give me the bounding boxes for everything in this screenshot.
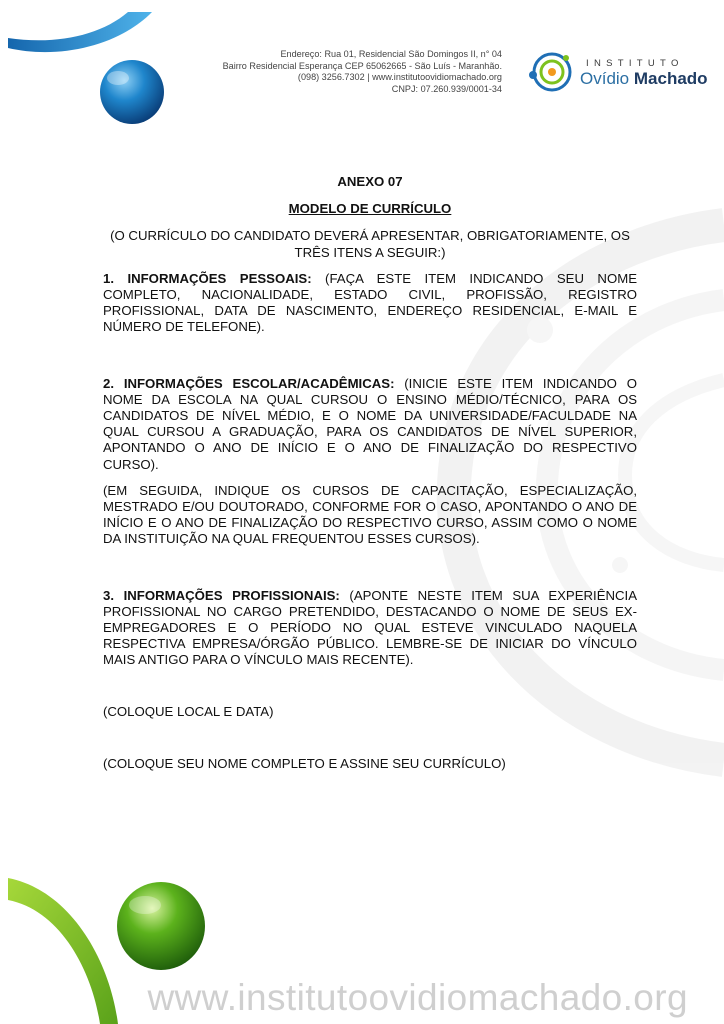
logo-name-part2: Machado [633,69,708,88]
blue-sphere [100,60,164,124]
section-education [103,376,637,473]
section-text: (APONTE NESTE ITEM SUA EXPERIÊNCIA PROFISSIONAL NO CARGO PRETENDIDO, DESTACANDO O NOME DE SEUS EX-EMPREGADORES E O PERÍODO NO QUAL ESTEVE VINCULADO NAQUELA RESPECTIVA EMPRESA/ÓRGÃO PÚBLICO. LEMBRE-SE DE INICIAR DO VÍNCULO MAIS ANTIGO PARA O VÍNCULO MAIS RECENTE). [103,587,637,668]
section-personal-info [103,271,637,336]
document-title: ANEXO 07 [337,174,403,189]
signature-line: (COLOQUE SEU NOME COMPLETO E ASSINE SEU CURRÍCULO) [103,755,506,771]
logo-mark-icon [524,48,580,96]
address-line: Bairro Residencial Esperança CEP 65062665 - São Luís - Maranhão. [222,60,502,71]
logo-name [580,69,708,89]
section-heading: 1. INFORMAÇÕES PESSOAIS: [103,270,312,286]
section-heading: 3. INFORMAÇÕES PROFISSIONAIS: [103,587,340,603]
document-body [103,174,637,772]
place-date-line: (COLOQUE LOCAL E DATA) [103,703,274,719]
footer-website: www.institutoovidiomachado.org [147,977,688,1018]
logo-top-text: INSTITUTO [586,58,684,69]
address-line: Endereço: Rua 01, Residencial São Domingos II, n° 04 [280,49,502,59]
section-text: (FAÇA ESTE ITEM INDICANDO SEU NOME COMPLETO, NACIONALIDADE, ESTADO CIVIL, PROFISSÃO, REGISTRO PROFISSIONAL, DATA DE NASCIMENTO, ENDEREÇO RESIDENCIAL, E-MAIL E NÚMERO DE TELEFONE). [103,270,637,335]
section-text: (INICIE ESTE ITEM INDICANDO O NOME DA ESCOLA NA QUAL CURSOU O ENSINO MÉDIO/TÉCNICO, PARA OS CANDIDATOS DE NÍVEL MÉDIO, E O NOME DA UNIVERSIDADE/FACULDADE NA QUAL CURSOU A GRADUAÇÃO, PARA OS CANDIDATOS DE NÍVEL SUPERIOR, APONTANDO O ANO DE INÍCIO E O ANO DE FINALIZAÇÃO DO RESPECTIVO CURSO). [103,375,637,472]
contact-line: (098) 3256.7302 | www.institutoovidiomachado.org [297,72,502,83]
header-address [180,49,502,95]
section-education-extra: (EM SEGUIDA, INDIQUE OS CURSOS DE CAPACITAÇÃO, ESPECIALIZAÇÃO, MESTRADO E/OU DOUTORADO, CONFORME FOR O CASO, APONTANDO O ANO DE INÍCIO E O ANO DE FINALIZAÇÃO DO RESPECTIVO CURSO, ASSIM COMO O NOME DA INSTITUIÇÃO NA QUAL FREQUENTOU ESSES CURSOS). [103,482,637,547]
cnpj-line: CNPJ: 07.260.939/0001-34 [391,83,502,94]
blue-arc [8,12,152,52]
document-intro: (O CURRÍCULO DO CANDIDATO DEVERÁ APRESENTAR, OBRIGATORIAMENTE, OS TRÊS ITENS A SEGUIR:) [110,228,630,260]
section-professional [103,588,637,669]
green-sphere [117,882,205,970]
document-subtitle: MODELO DE CURRÍCULO [288,201,452,217]
institute-logo [524,48,714,96]
logo-name-part1: Ovídio [580,69,630,88]
section-heading: 2. INFORMAÇÕES ESCOLAR/ACADÊMICAS: [103,375,395,391]
